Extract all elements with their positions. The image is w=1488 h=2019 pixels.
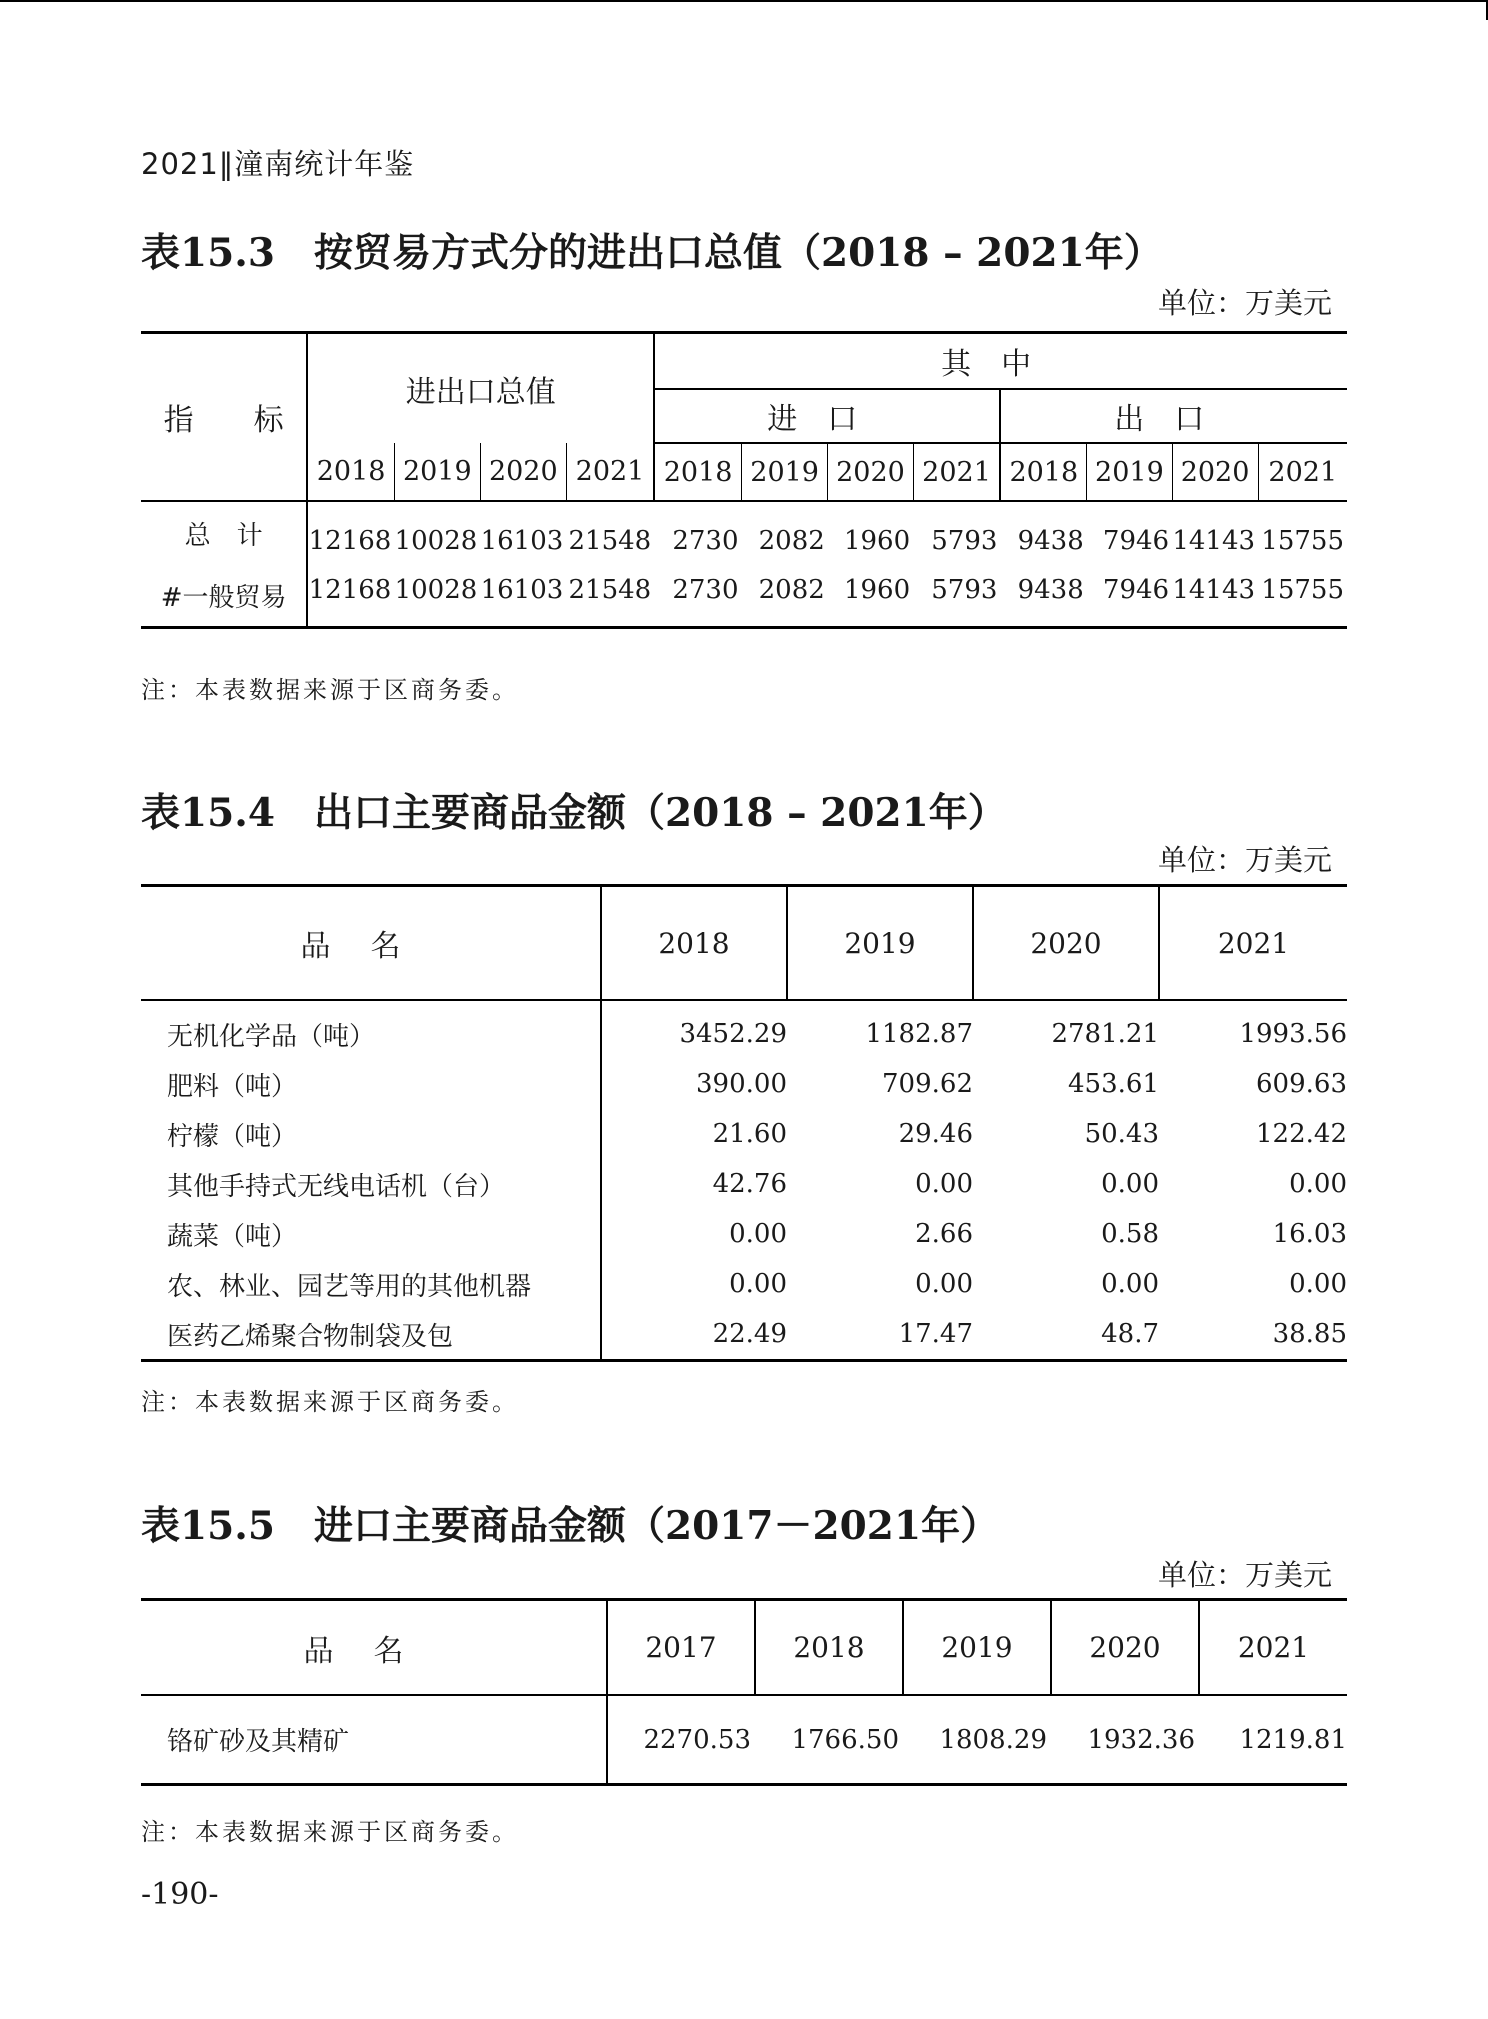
cell: 0.00 [729,1269,787,1299]
total-value-header: 进出口总值 [307,333,654,444]
cell: 709.62 [882,1069,973,1099]
year-header: 2019 [741,443,827,501]
cell: 7946 [1102,574,1170,605]
export-header: 出口 [1000,389,1347,443]
cell: 5793 [931,574,998,605]
running-head: 2021‖潼南统计年鉴 [141,147,415,181]
import-header: 进口 [654,389,1000,443]
cell: 1960 [843,574,911,605]
cell: 21548 [568,525,652,556]
cell: 21.60 [712,1119,787,1149]
cell: 42.76 [712,1169,787,1199]
goods-name: 农、林业、园艺等用的其他机器 [141,1259,601,1309]
table-15-3-title: 表15.3 按贸易方式分的进出口总值（2018 – 2021年） [141,230,1163,276]
goods-name: 肥料（吨） [141,1059,601,1109]
year-header: 2018 [755,1600,903,1696]
cell: 17.47 [898,1319,973,1349]
cell: 2270.53 [643,1724,751,1755]
cell: 16103 [480,525,564,556]
goods-name: 柠檬（吨） [141,1109,601,1159]
row-name: #一般贸易 [141,565,307,628]
year-header: 2018 [1000,443,1086,501]
cell: 7946 [1102,525,1170,556]
cell: 2730 [672,574,739,605]
goods-name: 医药乙烯聚合物制袋及包 [141,1309,601,1361]
cell: 10028 [394,525,478,556]
year-header: 2018 [654,443,741,501]
year-header: 2019 [787,886,973,1001]
year-header: 2018 [601,886,787,1001]
import-goods-table [141,1598,1347,1786]
cell: 0.00 [1289,1169,1347,1199]
table-15-4-note: 注：本表数据来源于区商务委。 [141,1388,519,1416]
year-header: 2018 [307,443,394,501]
year-header: 2021 [1159,886,1347,1001]
table-15-4-unit: 单位：万美元 [1157,843,1332,877]
cell: 453.61 [1068,1069,1159,1099]
year-header: 2021 [1199,1600,1347,1696]
export-goods-table [141,884,1347,1362]
table-15-5-unit: 单位：万美元 [1157,1558,1332,1592]
cell: 122.42 [1256,1119,1347,1149]
cell: 9438 [1017,525,1084,556]
cell: 390.00 [696,1069,787,1099]
cell: 1219.81 [1239,1724,1347,1755]
cell: 16103 [480,574,564,605]
cell: 50.43 [1084,1119,1159,1149]
goods-name-header: 品名 [141,886,601,1001]
cell: 0.00 [915,1169,973,1199]
table-row [141,1059,1347,1109]
year-header: 2020 [1172,443,1258,501]
table-15-5-title: 表15.5 进口主要商品金额（2017－2021年） [141,1503,1000,1549]
table-row [141,1259,1347,1309]
page-number: -190- [141,1877,219,1912]
year-header: 2020 [480,443,566,501]
cell: 2730 [672,525,739,556]
table-row [141,1695,1347,1785]
goods-name-header: 品名 [141,1600,607,1696]
cell: 29.46 [898,1119,973,1149]
cell: 0.00 [915,1269,973,1299]
cell: 21548 [568,574,652,605]
goods-name: 铬矿砂及其精矿 [141,1695,607,1785]
cell: 9438 [1017,574,1084,605]
trade-mode-table [141,331,1347,629]
cell: 1993.56 [1239,1019,1347,1049]
cell: 1932.36 [1087,1724,1195,1755]
year-header: 2020 [828,443,913,501]
year-header: 2020 [973,886,1159,1001]
table-15-3-note: 注：本表数据来源于区商务委。 [141,676,519,704]
cell: 48.7 [1101,1319,1159,1349]
cell: 2082 [758,574,825,605]
year-header: 2021 [1258,443,1347,501]
year-header: 2021 [913,443,1000,501]
indicator-header: 指 标 [141,333,307,502]
cell: 12168 [308,574,392,605]
cell: 1182.87 [865,1019,973,1049]
cell: 0.00 [1289,1269,1347,1299]
table-row [141,1159,1347,1209]
cell: 15755 [1261,525,1344,556]
top-border-line [0,0,1488,2]
table-row [141,565,1347,628]
year-header: 2017 [607,1600,755,1696]
year-header: 2019 [394,443,480,501]
cell: 10028 [394,574,478,605]
cell: 609.63 [1256,1069,1347,1099]
cell: 1766.50 [791,1724,899,1755]
table-15-3-unit: 单位：万美元 [1157,286,1332,320]
table-15-4-title: 表15.4 出口主要商品金额（2018 – 2021年） [141,790,1007,836]
among-header: 其中 [654,333,1347,390]
table-row [141,501,1347,565]
cell: 1808.29 [939,1724,1047,1755]
cell: 12168 [308,525,392,556]
cell: 2082 [758,525,825,556]
cell: 2781.21 [1051,1019,1159,1049]
goods-name: 无机化学品（吨） [141,1000,601,1059]
cell: 0.00 [1101,1169,1159,1199]
cell: 15755 [1261,574,1344,605]
table-row [141,1209,1347,1259]
cell: 14143 [1172,525,1256,556]
row-name: 总 计 [141,501,307,565]
goods-name: 蔬菜（吨） [141,1209,601,1259]
table-row [141,1000,1347,1059]
table-row [141,1109,1347,1159]
table-row [141,1309,1347,1361]
cell: 3452.29 [679,1019,787,1049]
cell: 0.00 [729,1219,787,1249]
table-15-5-note: 注：本表数据来源于区商务委。 [141,1818,519,1846]
cell: 22.49 [712,1319,787,1349]
cell: 14143 [1172,574,1256,605]
cell: 38.85 [1272,1319,1347,1349]
cell: 0.00 [1101,1269,1159,1299]
cell: 16.03 [1272,1219,1347,1249]
goods-name: 其他手持式无线电话机（台） [141,1159,601,1209]
year-header: 2019 [903,1600,1051,1696]
year-header: 2020 [1051,1600,1199,1696]
cell: 5793 [931,525,998,556]
year-header: 2019 [1087,443,1172,501]
cell: 2.66 [915,1219,973,1249]
year-header: 2021 [566,443,654,501]
cell: 1960 [843,525,911,556]
cell: 0.58 [1101,1219,1159,1249]
